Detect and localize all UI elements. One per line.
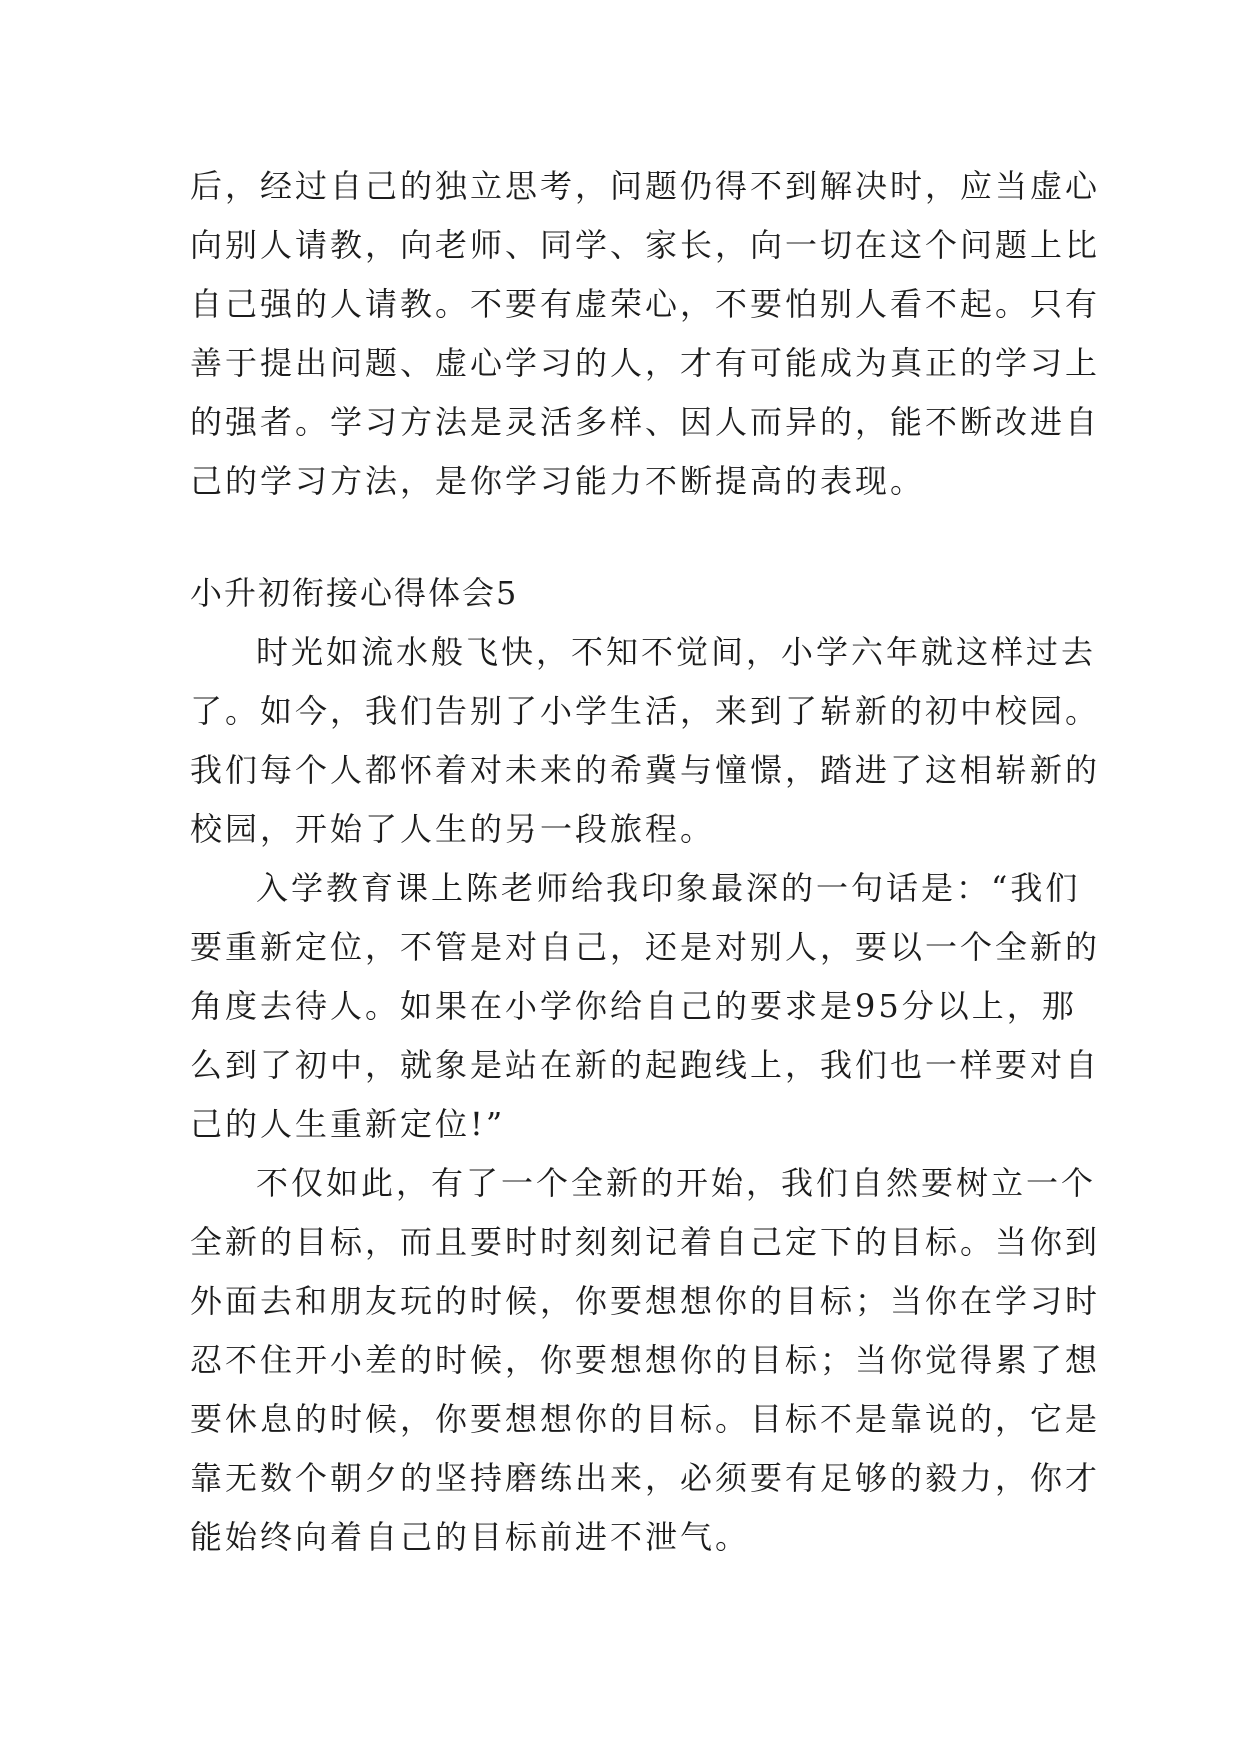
text-line: 能始终向着自己的目标前进不泄气。 xyxy=(190,1518,751,1556)
text-line: 外面去和朋友玩的时候，你要想想你的目标；当你在学习时 xyxy=(190,1282,1101,1320)
text-line: 不仅如此，有了一个全新的开始，我们自然要树立一个 xyxy=(256,1164,1097,1202)
text-line: 向别人请教，向老师、同学、家长，向一切在这个问题上比 xyxy=(190,226,1101,264)
text-line: 角度去待人。如果在小学你给自己的要求是95分以上，那 xyxy=(190,987,1077,1025)
text-line: 的强者。学习方法是灵活多样、因人而异的，能不断改进自 xyxy=(190,403,1101,441)
text-line: 时光如流水般飞快，不知不觉间，小学六年就这样过去 xyxy=(256,633,1097,671)
text-line: 么到了初中，就象是站在新的起跑线上，我们也一样要对自 xyxy=(190,1046,1101,1084)
text-line: 了。如今，我们告别了小学生活，来到了崭新的初中校园。 xyxy=(190,692,1101,730)
text-line: 我们每个人都怀着对未来的希冀与憧憬，踏进了这相崭新的 xyxy=(190,751,1101,789)
text-line: 靠无数个朝夕的坚持磨练出来，必须要有足够的毅力，你才 xyxy=(190,1459,1101,1497)
text-line: 后，经过自己的独立思考，问题仍得不到解决时，应当虚心 xyxy=(190,167,1101,205)
text-line: 全新的目标，而且要时时刻刻记着自己定下的目标。当你到 xyxy=(190,1223,1101,1261)
text-line: 校园，开始了人生的另一段旅程。 xyxy=(190,810,716,848)
text-line: 自己强的人请教。不要有虚荣心，不要怕别人看不起。只有 xyxy=(190,285,1101,323)
text-line: 忍不住开小差的时候，你要想想你的目标；当你觉得累了想 xyxy=(190,1341,1101,1379)
section-heading: 小升初衔接心得体会5 xyxy=(190,574,519,612)
text-line: 己的学习方法，是你学习能力不断提高的表现。 xyxy=(190,462,926,500)
text-line: 要重新定位，不管是对自己，还是对别人，要以一个全新的 xyxy=(190,928,1101,966)
text-line: 善于提出问题、虚心学习的人，才有可能成为真正的学习上 xyxy=(190,344,1101,382)
text-line: 己的人生重新定位!” xyxy=(190,1105,506,1143)
text-line: 要休息的时候，你要想想你的目标。目标不是靠说的，它是 xyxy=(190,1400,1101,1438)
text-line: 入学教育课上陈老师给我印象最深的一句话是：“我们 xyxy=(256,869,1081,907)
